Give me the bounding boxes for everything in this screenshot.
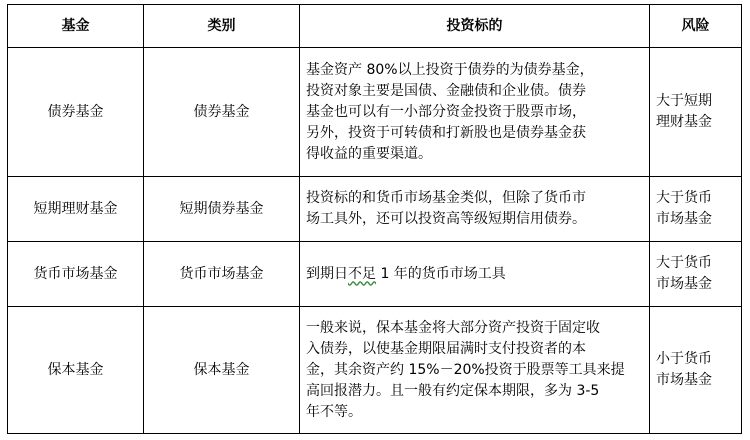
risk-line: 小于货币 (656, 351, 712, 367)
header-objective: 投资标的 (300, 5, 650, 48)
objective-cell (300, 307, 650, 434)
risk-line: 大于货币 (656, 255, 712, 271)
objective-line: 高回报潜力。且一般有约定保本期限，多为 3-5 (306, 382, 600, 399)
objective-line (306, 264, 643, 285)
risk-line: 理财基金 (656, 114, 712, 130)
fund-name-cell: 短期理财基金 (8, 177, 144, 242)
objective-line: 投资标的和货币市场基金类似，但除了货币市 (306, 190, 586, 206)
risk-cell (650, 177, 742, 242)
objective-line: 场工具外，还可以投资高等级短期信用债券。 (306, 211, 586, 227)
objective-cell (300, 177, 650, 242)
header-category: 类别 (144, 5, 300, 48)
objective-line: 基金资产 80%以上投资于债券的为债券基金， (306, 61, 594, 78)
spellcheck-marked-text: 不足 (348, 265, 376, 282)
header-risk: 风险 (650, 5, 742, 48)
objective-text-pre: 到期日 (306, 265, 348, 282)
objective-line: 入债券，以使基金期限届满时支付投资者的本 (306, 340, 586, 357)
header-fund: 基金 (8, 5, 144, 48)
fund-name-cell: 债券基金 (8, 48, 144, 177)
objective-line: 得收益的重要渠道。 (306, 145, 432, 162)
fund-name-cell: 货币市场基金 (8, 242, 144, 307)
objective-line: 年不等。 (306, 403, 362, 420)
risk-line: 市场基金 (656, 276, 712, 292)
risk-cell (650, 48, 742, 177)
risk-cell (650, 242, 742, 307)
table-row (8, 242, 742, 307)
objective-line: 投资对象主要是国债、金融债和企业债。债券 (306, 82, 586, 99)
objective-line: 另外，投资于可转债和打新股也是债券基金获 (306, 124, 586, 141)
objective-line: 金，其余资产约 15%－20%投资于股票等工具来提 (306, 361, 625, 378)
table-row (8, 48, 742, 177)
objective-cell (300, 242, 650, 307)
objective-line: 基金也可以有一小部分资金投资于股票市场， (306, 103, 586, 120)
risk-line: 市场基金 (656, 211, 712, 227)
objective-line: 一般来说，保本基金将大部分资产投资于固定收 (306, 319, 600, 336)
table-row (8, 177, 742, 242)
objective-text-post: 1 年的货币市场工具 (376, 265, 506, 282)
risk-line: 大于短期 (656, 93, 712, 109)
fund-name-cell: 保本基金 (8, 307, 144, 434)
risk-cell (650, 307, 742, 434)
category-cell: 短期债券基金 (144, 177, 300, 242)
category-cell: 债券基金 (144, 48, 300, 177)
objective-cell (300, 48, 650, 177)
fund-comparison-table (7, 4, 742, 434)
category-cell: 货币市场基金 (144, 242, 300, 307)
risk-line: 大于货币 (656, 190, 712, 206)
table-row (8, 307, 742, 434)
risk-line: 市场基金 (656, 372, 712, 388)
category-cell: 保本基金 (144, 307, 300, 434)
table-header-row (8, 5, 742, 48)
